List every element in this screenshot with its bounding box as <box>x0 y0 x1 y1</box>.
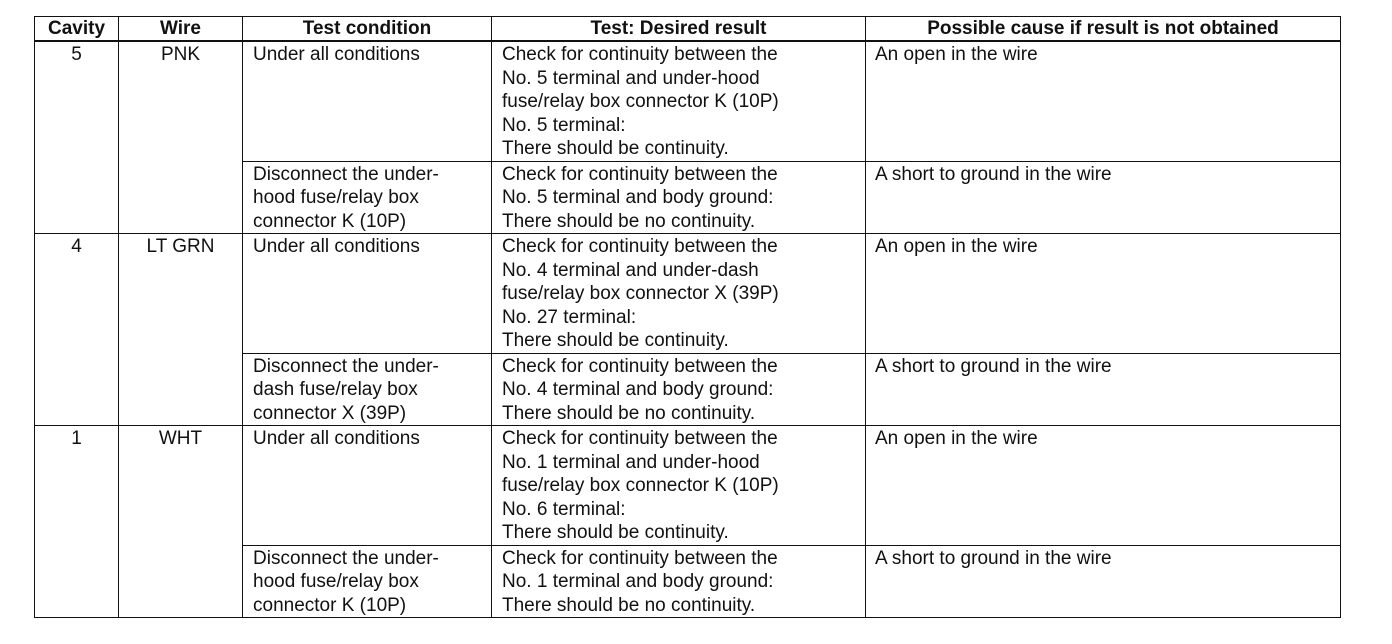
cell-text-line: An open in the wire <box>875 428 1038 449</box>
cell-text-line: Disconnect the under- <box>253 547 439 569</box>
cell-text-line: An open in the wire <box>875 44 1038 65</box>
desired-result-cell <box>492 545 866 618</box>
desired-result-cell <box>492 426 866 546</box>
cell-text-line: Check for continuity between the <box>502 44 778 65</box>
test-condition-cell <box>243 41 492 161</box>
wiring-test-table <box>34 16 1341 618</box>
cavity-cell: 4 <box>35 234 119 426</box>
desired-result-cell <box>492 353 866 426</box>
table-row <box>35 426 1341 546</box>
possible-cause-cell <box>866 353 1341 426</box>
possible-cause-cell <box>866 426 1341 546</box>
cell-text-line: No. 6 terminal: <box>502 498 626 520</box>
cell-text-line: hood fuse/relay box <box>253 187 419 208</box>
cell-text-line: Under all conditions <box>253 236 420 257</box>
cell-text-line: connector K (10P) <box>253 210 407 232</box>
possible-cause-cell <box>866 41 1341 161</box>
cell-text-line: Disconnect the under- <box>253 355 439 377</box>
wire-color-cell: PNK <box>119 41 243 234</box>
cell-text-line: dash fuse/relay box <box>253 379 418 400</box>
test-condition-cell <box>243 426 492 546</box>
cell-text-line: Under all conditions <box>253 428 420 449</box>
cell-text-line: An open in the wire <box>875 236 1038 257</box>
cavity-cell: 5 <box>35 41 119 234</box>
cell-text-line: Check for continuity between the <box>502 547 778 569</box>
desired-result-cell <box>492 41 866 161</box>
cavity-cell: 1 <box>35 426 119 618</box>
cell-text-line: There should be continuity. <box>502 522 729 543</box>
test-condition-cell <box>243 161 492 234</box>
cell-text-line: Check for continuity between the <box>502 163 778 185</box>
cell-text-line: fuse/relay box connector X (39P) <box>502 283 779 304</box>
cell-text-line: No. 27 terminal: <box>502 306 637 328</box>
wire-color-cell: LT GRN <box>119 234 243 426</box>
wiring-test-table-container <box>34 16 1340 618</box>
cell-text-line: No. 1 terminal and body ground: <box>502 571 774 592</box>
possible-cause-cell <box>866 545 1341 618</box>
table-body <box>35 41 1341 618</box>
cell-text-line: No. 1 terminal and under-hood <box>502 451 760 473</box>
cell-text-line: fuse/relay box connector K (10P) <box>502 91 779 112</box>
cell-text-line: A short to ground in the wire <box>875 547 1112 569</box>
cell-text-line: A short to ground in the wire <box>875 163 1112 185</box>
cell-text-line: No. 4 terminal and under-dash <box>502 259 759 281</box>
cell-text-line: hood fuse/relay box <box>253 571 419 592</box>
possible-cause-cell <box>866 161 1341 234</box>
test-condition-cell <box>243 353 492 426</box>
table-header-row <box>35 17 1341 42</box>
test-condition-cell <box>243 545 492 618</box>
cell-text-line: There should be no continuity. <box>502 402 756 424</box>
possible-cause-cell <box>866 234 1341 354</box>
cell-text-line: No. 5 terminal and body ground: <box>502 187 774 208</box>
header-cavity: Cavity <box>35 17 119 42</box>
cell-text-line: No. 5 terminal and under-hood <box>502 67 760 89</box>
cell-text-line: fuse/relay box connector K (10P) <box>502 475 779 496</box>
header-wire: Wire <box>119 17 243 42</box>
cell-text-line: There should be no continuity. <box>502 210 756 232</box>
wire-color-cell: WHT <box>119 426 243 618</box>
header-test-condition: Test condition <box>243 17 492 42</box>
header-desired-result: Test: Desired result <box>492 17 866 42</box>
cell-text-line: Check for continuity between the <box>502 236 778 257</box>
cell-text-line: Check for continuity between the <box>502 355 778 377</box>
cell-text-line: There should be continuity. <box>502 330 729 351</box>
cell-text-line: No. 4 terminal and body ground: <box>502 379 774 400</box>
cell-text-line: Disconnect the under- <box>253 163 439 185</box>
cell-text-line: A short to ground in the wire <box>875 355 1112 377</box>
cell-text-line: There should be continuity. <box>502 138 729 159</box>
cell-text-line: No. 5 terminal: <box>502 114 626 136</box>
cell-text-line: connector X (39P) <box>253 402 407 424</box>
table-row <box>35 234 1341 354</box>
desired-result-cell <box>492 161 866 234</box>
table-row <box>35 41 1341 161</box>
cell-text-line: connector K (10P) <box>253 594 407 616</box>
cell-text-line: Check for continuity between the <box>502 428 778 449</box>
header-possible-cause: Possible cause if result is not obtained <box>866 17 1341 42</box>
test-condition-cell <box>243 234 492 354</box>
desired-result-cell <box>492 234 866 354</box>
cell-text-line: Under all conditions <box>253 44 420 65</box>
cell-text-line: There should be no continuity. <box>502 594 756 616</box>
